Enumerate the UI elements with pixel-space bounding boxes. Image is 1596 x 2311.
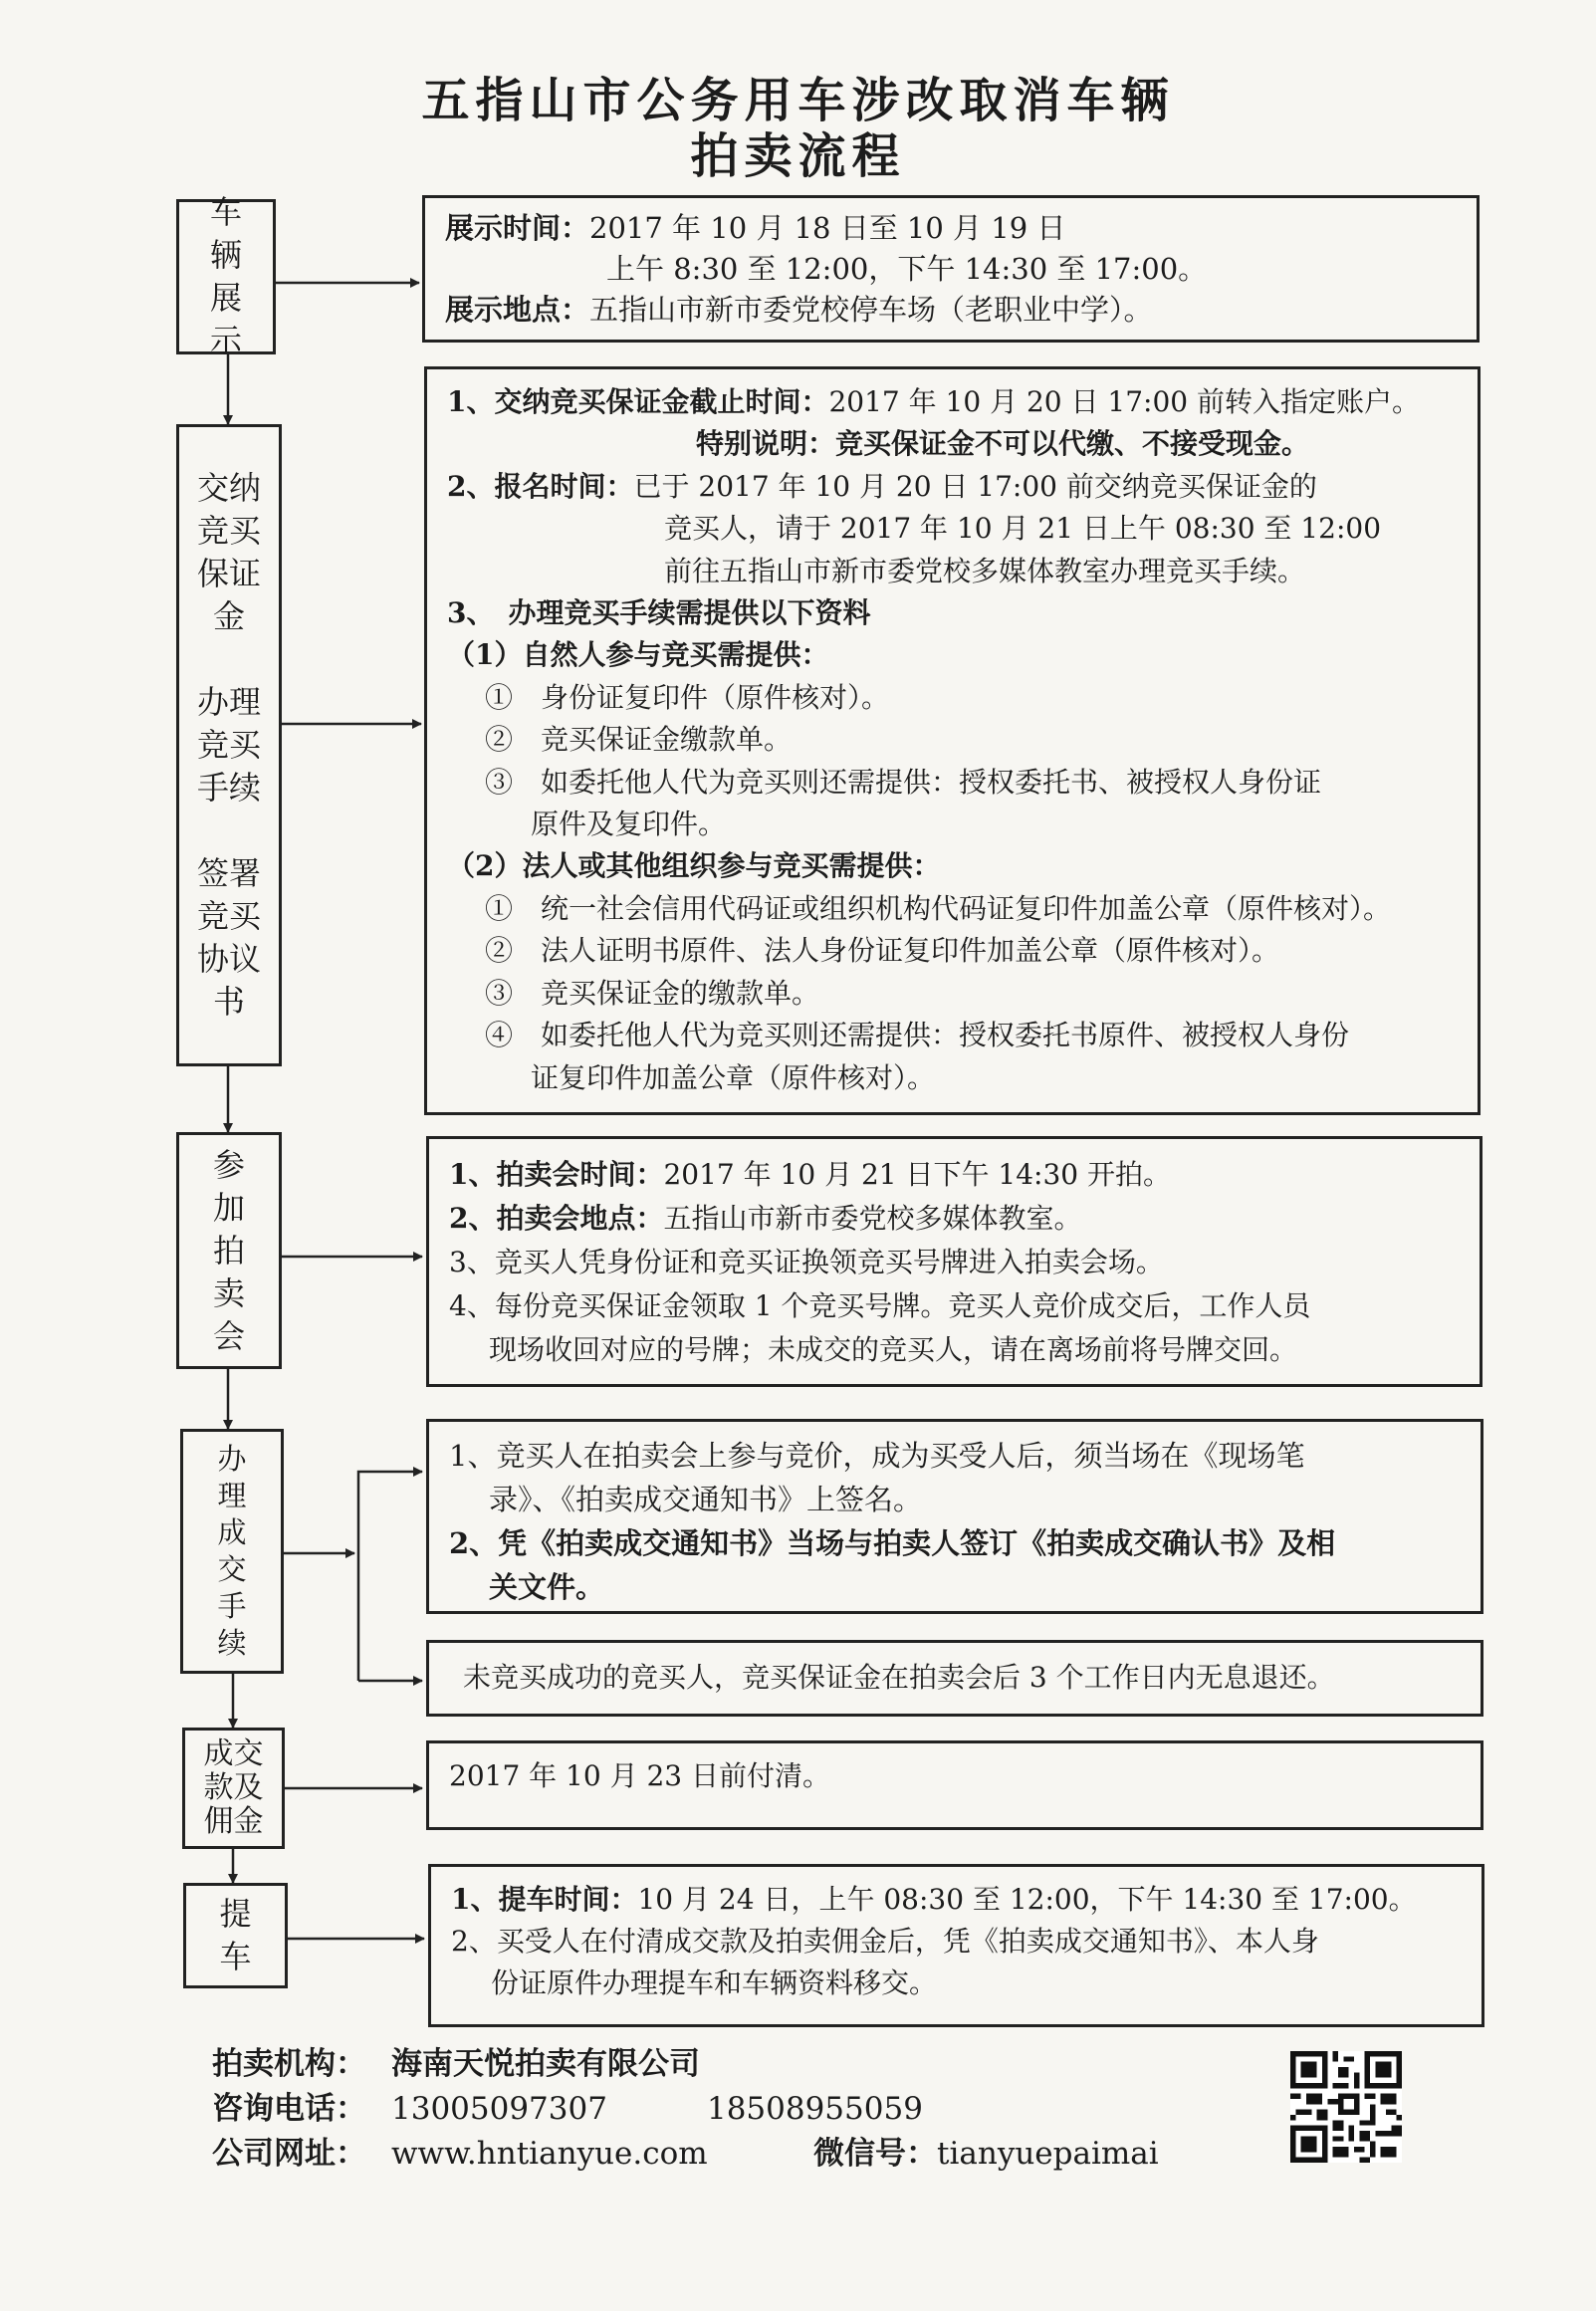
box-deal bbox=[426, 1419, 1483, 1614]
box-deposit-registration bbox=[424, 366, 1481, 1115]
qr-code-icon bbox=[1290, 2051, 1402, 2163]
box-pickup bbox=[428, 1864, 1484, 2027]
auction-time-text: 2017 年 10 月 21 日下午 14:30 开拍。 bbox=[663, 1158, 1171, 1191]
registration-time-text: 已于 2017 年 10 月 20 日 17:00 前交纳竞买保证金的 bbox=[633, 469, 1317, 503]
pickup-item-2: 2、买受人在付清成交款及拍卖佣金后，凭《拍卖成交通知书》、本人身 bbox=[451, 1925, 1319, 1958]
refund-text: 未竞买成功的竞买人，竞买保证金在拍卖会后 3 个工作日内无息退还。 bbox=[463, 1661, 1335, 1694]
web-label: 公司网址： bbox=[212, 2136, 366, 2172]
auction-item-4: 4、每份竞买保证金领取 1 个竞买号牌。竞买人竞价成交后，工作人员 bbox=[449, 1289, 1311, 1322]
phone-2: 18508955059 bbox=[706, 2091, 923, 2127]
legal-item-4: ④ 如委托他人代为竞买则还需提供：授权委托书原件、被授权人身份 bbox=[485, 1019, 1350, 1052]
footer-website bbox=[212, 2128, 708, 2173]
auction-time-label: 1、拍卖会时间： bbox=[449, 1158, 664, 1191]
registration-line-2: 竞买人，请于 2017 年 10 月 21 日上午 08:30 至 12:00 bbox=[664, 512, 1382, 546]
registration-line-3: 前往五指山市新市委党校多媒体教室办理竞买手续。 bbox=[664, 554, 1306, 587]
exhibit-time-2: 上午 8:30 至 12:00，下午 14:30 至 17:00。 bbox=[606, 252, 1208, 286]
phone-label: 咨询电话： bbox=[212, 2091, 366, 2127]
registration-time-label: 2、报名时间： bbox=[447, 469, 634, 503]
arrow-split-deal bbox=[358, 1472, 422, 1681]
stage-vehicle-pickup: 提 车 bbox=[183, 1883, 288, 1988]
phone-1: 13005097307 bbox=[391, 2091, 607, 2127]
natural-item-1: ① 身份证复印件（原件核对）。 bbox=[485, 680, 890, 714]
legal-item-3: ③ 竞买保证金的缴款单。 bbox=[485, 976, 820, 1010]
stage-payment-commission: 成交 款及 佣金 bbox=[182, 1728, 285, 1849]
auction-item-4-cont: 现场收回对应的号牌；未成交的竞买人，请在离场前将号牌交回。 bbox=[489, 1333, 1298, 1366]
page-title: 五指山市公务用车涉改取消车辆 bbox=[421, 73, 1175, 128]
deal-item-1: 1、竞买人在拍卖会上参与竞价，成为买受人后，须当场在《现场笔 bbox=[449, 1439, 1305, 1473]
wechat-id: tianyuepaimai bbox=[937, 2136, 1159, 2172]
pickup-item-2-cont: 份证原件办理提车和车辆资料移交。 bbox=[491, 1966, 938, 1999]
deal-item-2-cont: 关文件。 bbox=[489, 1570, 605, 1604]
legal-item-2: ② 法人证明书原件、法人身份证复印件加盖公章（原件核对）。 bbox=[485, 934, 1280, 968]
footer-wechat bbox=[813, 2128, 1159, 2173]
deposit-deadline-label: 1、交纳竞买保证金截止时间： bbox=[447, 385, 829, 418]
materials-heading: 3、 办理竞买手续需提供以下资料 bbox=[447, 596, 871, 630]
natural-item-3-cont: 原件及复印件。 bbox=[531, 808, 727, 841]
footer-phone bbox=[212, 2083, 923, 2128]
deposit-deadline-text: 2017 年 10 月 20 日 17:00 前转入指定账户。 bbox=[828, 385, 1420, 418]
exhibit-time-1: 2017 年 10 月 18 日至 10 月 19 日 bbox=[589, 211, 1066, 245]
exhibit-place-label: 展示地点： bbox=[445, 293, 590, 327]
pickup-time-text: 10 月 24 日，上午 08:30 至 12:00，下午 14:30 至 17:00。 bbox=[637, 1883, 1417, 1916]
stage-vehicle-display: 车 辆 展 示 bbox=[176, 199, 276, 354]
auction-place-label: 2、拍卖会地点： bbox=[449, 1202, 664, 1235]
legal-entity-heading: （2）法人或其他组织参与竞买需提供： bbox=[447, 849, 941, 883]
box-auction bbox=[426, 1136, 1482, 1387]
pickup-time-label: 1、提车时间： bbox=[451, 1883, 638, 1916]
deal-item-1-cont: 录》、《拍卖成交通知书》上签名。 bbox=[489, 1483, 923, 1516]
payment-text: 2017 年 10 月 23 日前付清。 bbox=[449, 1759, 831, 1792]
box-payment bbox=[426, 1740, 1483, 1830]
deposit-special-note: 特别说明：竞买保证金不可以代缴、不接受现金。 bbox=[696, 427, 1310, 461]
stage-deposit-registration: 交纳 竞买 保证 金 办理 竞买 手续 签署 竞买 协议 书 bbox=[176, 424, 282, 1066]
stage-transaction-formalities: 办 理 成 交 手 续 bbox=[180, 1429, 284, 1674]
org-name: 海南天悦拍卖有限公司 bbox=[391, 2046, 700, 2082]
natural-item-2: ② 竞买保证金缴款单。 bbox=[485, 723, 793, 757]
page-subtitle: 拍卖流程 bbox=[690, 128, 906, 184]
box-refund bbox=[426, 1640, 1483, 1717]
deal-item-2: 2、凭《拍卖成交通知书》当场与拍卖人签订《拍卖成交确认书》及相 bbox=[449, 1526, 1336, 1560]
natural-item-3: ③ 如委托他人代为竞买则还需提供：授权委托书、被授权人身份证 bbox=[485, 765, 1322, 799]
stage-attend-auction: 参 加 拍 卖 会 bbox=[176, 1132, 282, 1369]
legal-item-1: ① 统一社会信用代码证或组织机构代码证复印件加盖公章（原件核对）。 bbox=[485, 891, 1392, 925]
org-label: 拍卖机构： bbox=[212, 2046, 366, 2082]
exhibit-time-label: 展示时间： bbox=[445, 211, 590, 245]
box-exhibit bbox=[422, 195, 1480, 343]
web-url: www.hntianyue.com bbox=[391, 2136, 708, 2172]
legal-item-4-cont: 证复印件加盖公章（原件核对）。 bbox=[531, 1060, 936, 1094]
natural-person-heading: （1）自然人参与竞买需提供： bbox=[447, 638, 829, 672]
wechat-label: 微信号： bbox=[813, 2136, 937, 2172]
footer-organization bbox=[212, 2038, 700, 2083]
auction-place-text: 五指山市新市委党校多媒体教室。 bbox=[663, 1202, 1082, 1235]
exhibit-place: 五指山市新市委党校停车场（老职业中学）。 bbox=[589, 293, 1153, 327]
auction-item-3: 3、竞买人凭身份证和竞买证换领竞买号牌进入拍卖会场。 bbox=[449, 1246, 1164, 1278]
